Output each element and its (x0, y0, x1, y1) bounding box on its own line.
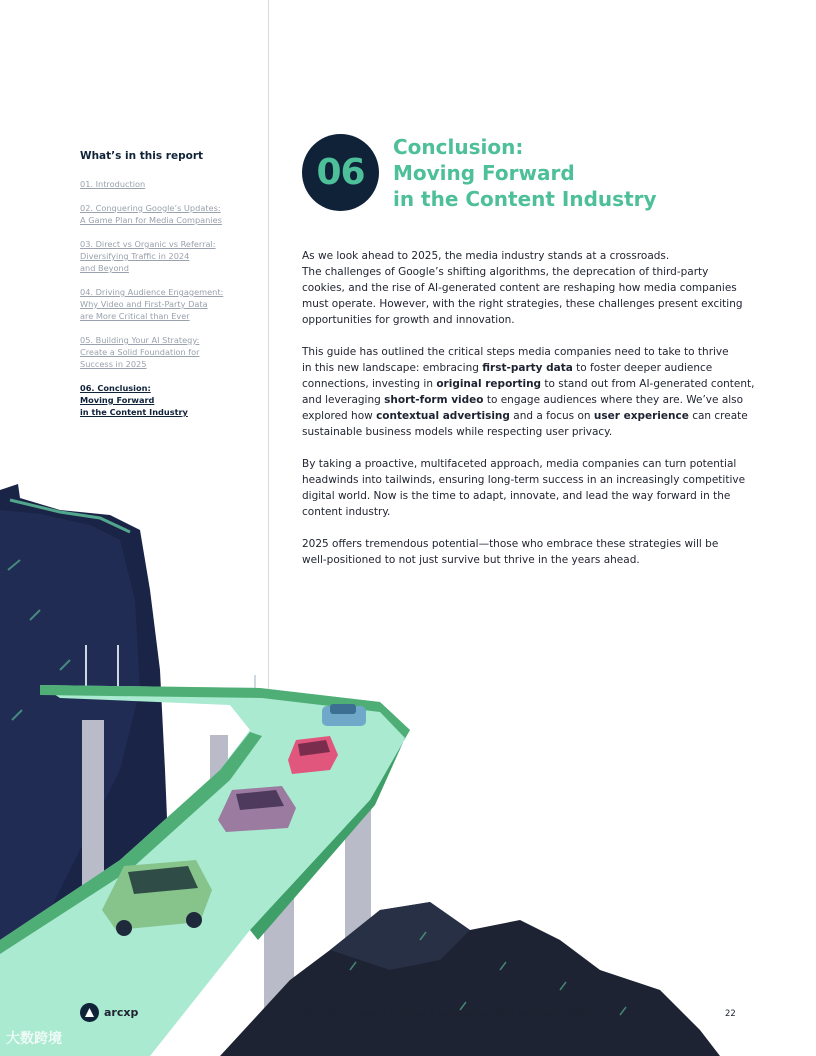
footer-caption: State of the Content Industry: A look back on 2024 and tips for 2025 (302, 1008, 590, 1018)
watermark: 大数跨境 (6, 1031, 62, 1047)
rocks (220, 902, 720, 1056)
car-pink (288, 736, 338, 774)
chapter-title: Conclusion: Moving Forward in the Content Industry (393, 135, 657, 211)
toc-heading: What’s in this report (80, 150, 204, 162)
highlight-first-party-data: first-party data (482, 362, 573, 374)
report-toc (80, 150, 260, 430)
highlight-short-form-video: short-form video (384, 394, 484, 406)
toc-item-introduction[interactable]: 01. Introduction (80, 179, 146, 189)
highway-illustration (0, 470, 816, 1056)
paragraph-1: As we look ahead to 2025, the media industry stands at a crossroads. The challenges of Google’s shifting algorithms, the deprecation of third-party cookies, and the rise of AI-generated content are reshaping how media companies must operate. However, with the right strategies, these challenges present exciting opportunities for growth and innovation. (302, 250, 743, 326)
chapter-number-badge: 06 (302, 134, 379, 211)
paragraph-2: This guide has outlined the critical steps media companies need to take to thrive in this new landscape: embracing first-party data to foster deeper audience connections, investing in original reporting to stand out from AI-generated content, and leveraging short-form video to engage audiences where they are. We’ve also explored how contextual advertising and a focus on user experience can create sustainable business models while respecting user privacy. (302, 346, 755, 438)
highlight-original-reporting: original reporting (436, 378, 542, 390)
paragraph-4: 2025 offers tremendous potential—those who embrace these strategies will be well-positioned to not just survive but thrive in the years ahead. (302, 538, 719, 566)
toc-item-ai-strategy[interactable]: 05. Building Your AI Strategy: Create a Solid Foundation for Success in 2025 (80, 335, 200, 369)
toc-item-conclusion[interactable]: 06. Conclusion: Moving Forward in the Content Industry (80, 383, 188, 417)
logo-text: arcxp (104, 1006, 139, 1019)
page-number: 22 (725, 1008, 736, 1018)
highlight-contextual-advertising: contextual advertising (376, 410, 510, 422)
toc-item-google-updates[interactable]: 02. Conquering Google’s Updates: A Game Plan for Media Companies (80, 203, 222, 225)
arcxp-logo[interactable] (80, 1003, 138, 1022)
paragraph-3: By taking a proactive, multifaceted approach, media companies can turn potential headwinds into tailwinds, ensuring long-term success in an increasingly competitive digital world. Now is the time to adapt, innovate, and lead the way forward in the content industry. (302, 458, 746, 518)
toc-item-traffic[interactable]: 03. Direct vs Organic vs Referral: Diversifying Traffic in 2024 and Beyond (80, 239, 216, 273)
arcxp-logo-icon (80, 1003, 99, 1022)
highlight-user-experience: user experience (593, 410, 689, 422)
toc-item-engagement[interactable]: 04. Driving Audience Engagement: Why Video and First-Party Data are More Critical than Ever (80, 287, 224, 321)
car-blue (322, 704, 366, 726)
